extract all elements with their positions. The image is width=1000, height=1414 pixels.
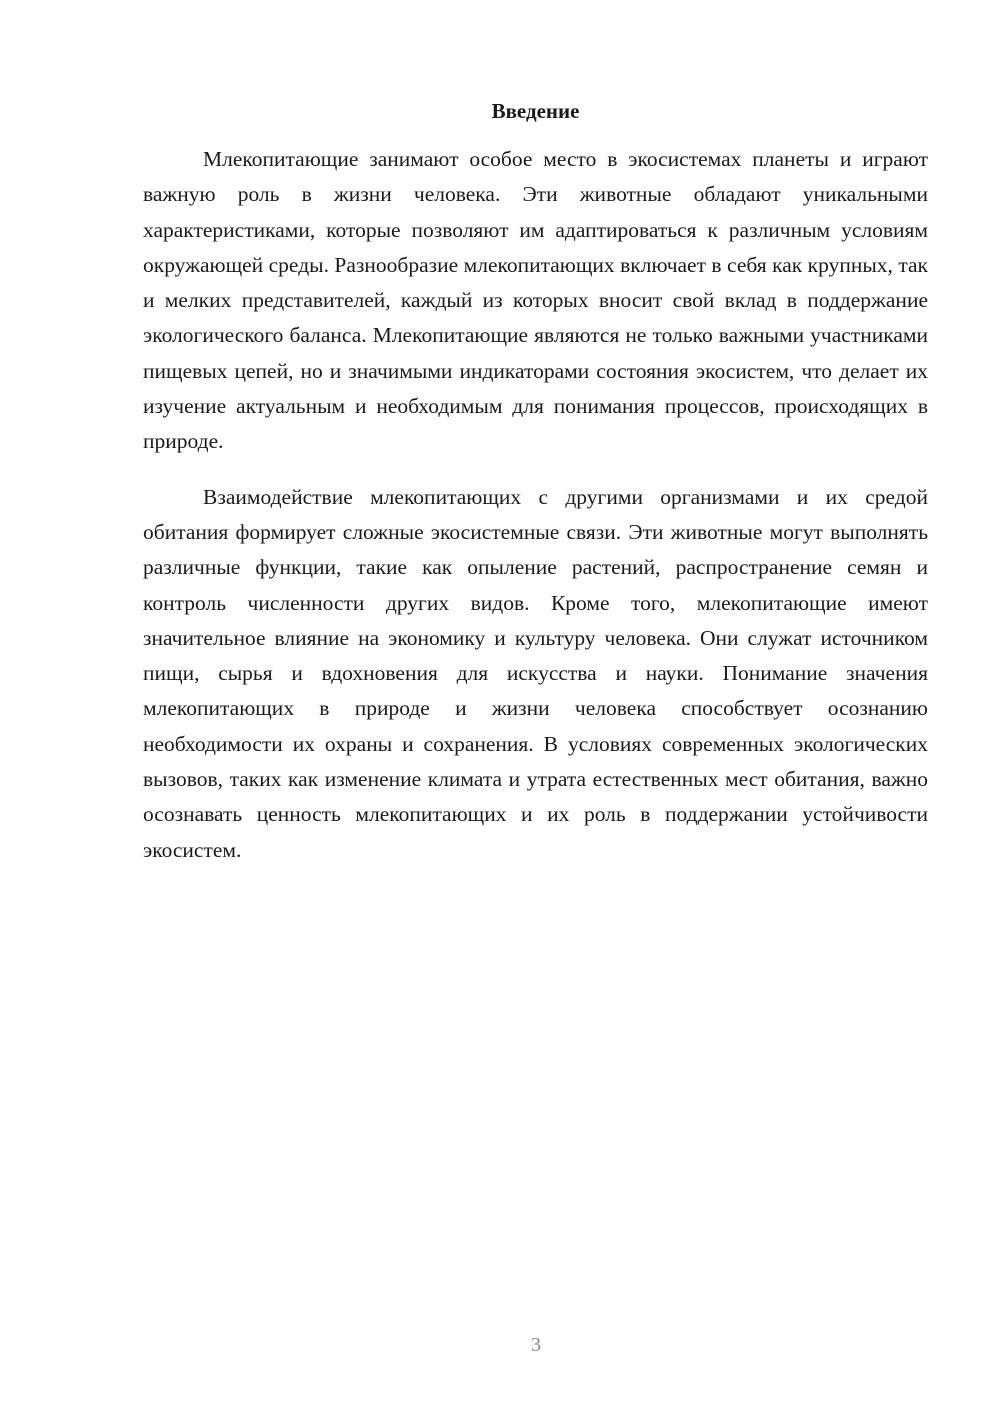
section-title: Введение	[491, 99, 580, 123]
body-text	[143, 142, 928, 868]
paragraph-1: Млекопитающие занимают особое место в экосистемах планеты и играют важную роль в жизни человека. Эти животные обладают уникальными характеристиками, которые позволяют им адаптироваться к различным условиям окружающей среды. Разнообразие млекопитающих включает в себя как крупных, так и мелких представителей, каждый из которых вносит свой вклад в поддержание экологического баланса. Млекопитающие являются не только важными участниками пищевых цепей, но и значимыми индикаторами состояния экосистем, что делает их изучение актуальным и необходимым для понимания процессов, происходящих в природе.	[143, 147, 928, 454]
page-number: 3	[531, 1334, 541, 1356]
paragraph-2: Взаимодействие млекопитающих с другими организмами и их средой обитания формирует сложные экосистемные связи. Эти животные могут выполнять различные функции, такие как опыление растений, распространение семян и контроль численности других видов. Кроме того, млекопитающие имеют значительное влияние на экономику и культуру человека. Они служат источником пищи, сырья и вдохновения для искусства и науки. Понимание значения млекопитающих в природе и жизни человека способствует осознанию необходимости их охраны и сохранения. В условиях современных экологических вызовов, таких как изменение климата и утрата естественных мест обитания, важно осознавать ценность млекопитающих и их роль в поддержании устойчивости экосистем.	[143, 484, 928, 862]
